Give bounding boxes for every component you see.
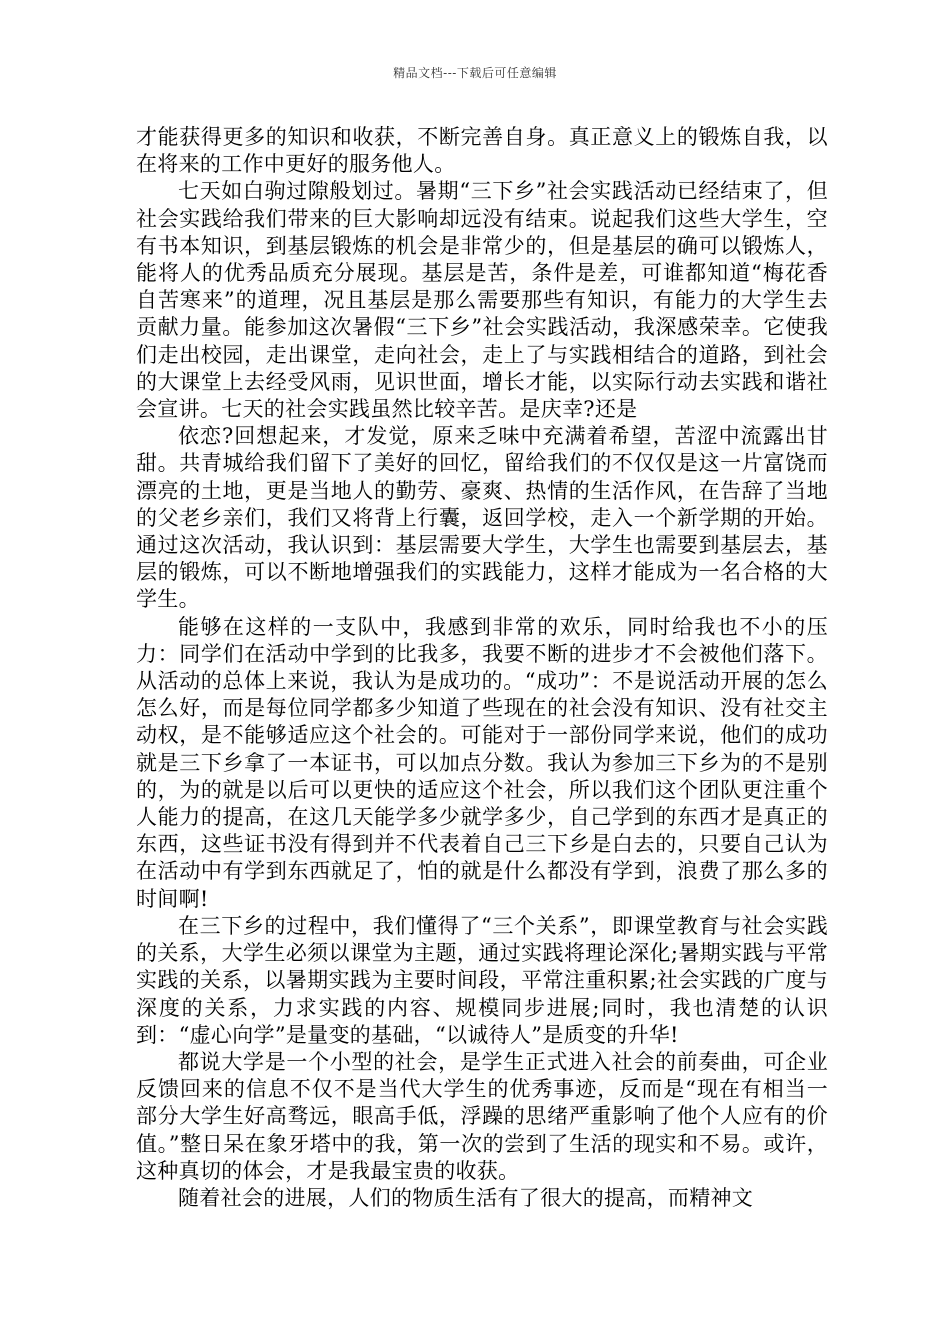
document-body <box>136 124 828 1212</box>
paragraph: 才能获得更多的知识和收获，不断完善自身。真正意义上的锻炼自我，以在将来的工作中更好的服务他人。 <box>136 125 828 177</box>
paragraph: 在三下乡的过程中，我们懂得了“三个关系”，即课堂教育与社会实践的关系，大学生必须以课堂为主题，通过实践将理论深化;暑期实践与平常实践的关系，以暑期实践为主要时间段，平常注重积累;社会实践的广度与深度的关系，力求实践的内容、规模同步进展;同时，我也清楚的认识到：“虚心向学”是量变的基础，“以诚待人”是质变的升华! <box>136 913 828 1047</box>
paragraph: 随着社会的进展，人们的物质生活有了很大的提高，而精神文 <box>178 1185 754 1210</box>
paragraph: 依恋?回想起来，才发觉，原来乏味中充满着希望，苦涩中流露出甘甜。共青城给我们留下了美好的回忆，留给我们的不仅仅是这一片富饶而漂亮的土地，更是当地人的勤劳、豪爽、热情的生活作风，在告辞了当地的父老乡亲们，我们又将背上行囊，返回学校，走入一个新学期的开始。通过这次活动，我认识到：基层需要大学生，大学生也需要到基层去，基层的锻炼，可以不断地增强我们的实践能力，这样才能成为一名合格的大学生。 <box>136 424 828 612</box>
paragraph: 七天如白驹过隙般划过。暑期“三下乡”社会实践活动已经结束了，但社会实践给我们带来的巨大影响却远没有结束。说起我们这些大学生，空有书本知识，到基层锻炼的机会是非常少的，但是基层的确可以锻炼人，能将人的优秀品质充分展现。基层是苦，条件是差，可谁都知道“梅花香自苦寒来”的道理，况且基层是那么需要那些有知识，有能力的大学生去贡献力量。能参加这次暑假“三下乡”社会实践活动，我深感荣幸。它使我们走出校园，走出课堂，走向社会，走上了与实践相结合的道路，到社会的大课堂上去经受风雨，见识世面，增长才能，以实际行动去实践和谐社会宣讲。七天的社会实践虽然比较辛苦。是庆幸?还是 <box>136 179 828 422</box>
paragraph: 能够在这样的一支队中，我感到非常的欢乐，同时给我也不小的压力：同学们在活动中学到的比我多，我要不断的进步才不会被他们落下。从活动的总体上来说，我认为是成功的。“成功”：不是说活动开展的怎么怎么好，而是每位同学都多少知道了些现在的社会没有知识、没有社交主动权，是不能够适应这个社会的。可能对于一部份同学来说，他们的成功就是三下乡拿了一本证书，可以加点分数。我认为参加三下乡为的不是别的，为的就是以后可以更快的适应这个社会，所以我们这个团队更注重个人能力的提高，在这几天能学多少就学多少，自己学到的东西才是真正的东西，这些证书没有得到并不代表着自己三下乡是白去的，只要自己认为在活动中有学到东西就足了，怕的就是什么都没有学到，浪费了那么多的时间啊! <box>136 614 828 911</box>
paragraph: 都说大学是一个小型的社会，是学生正式进入社会的前奏曲，可企业反馈回来的信息不仅不是当代大学生的优秀事迹，反而是“现在有相当一部分大学生好高骛远，眼高手低，浮躁的思绪严重影响了他个人应有的价值。”整日呆在象牙塔中的我，第一次的尝到了生活的现实和不易。或许，这种真切的体会，才是我最宝贵的收获。 <box>136 1049 828 1183</box>
page-header: 精品文档---下载后可任意编辑 <box>393 66 557 80</box>
